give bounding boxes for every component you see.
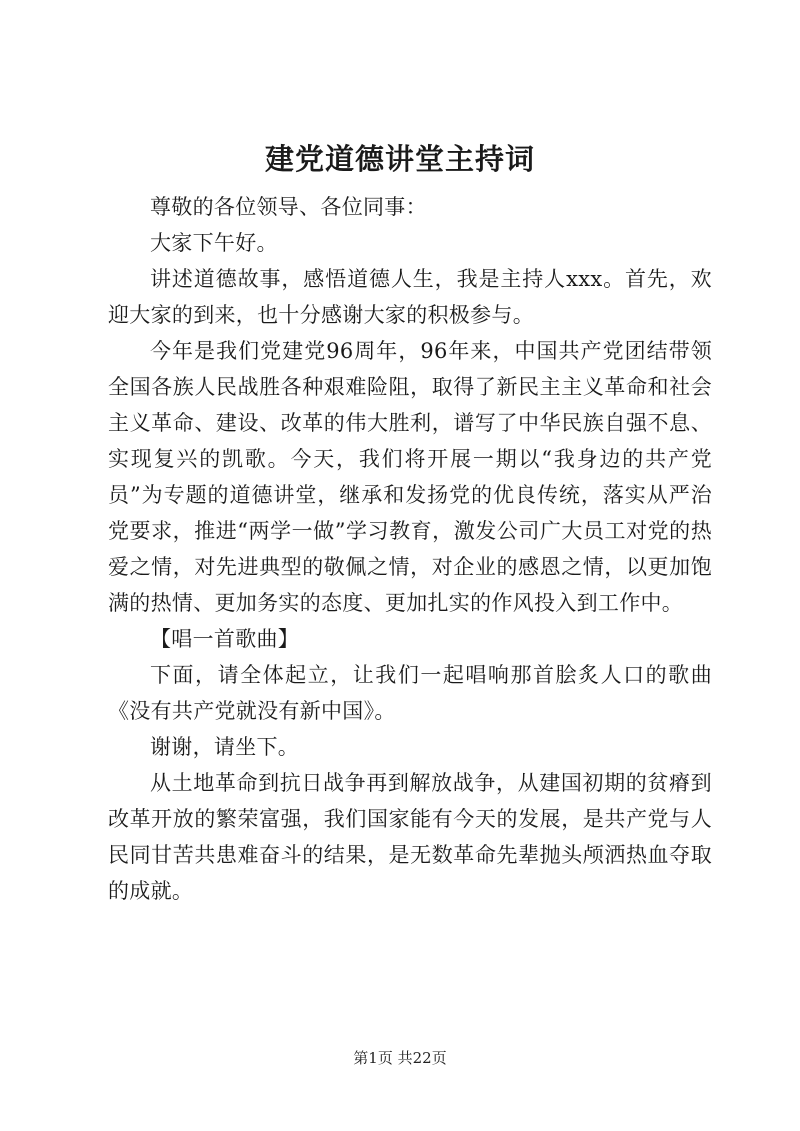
section-heading-song: 【唱一首歌曲】 <box>150 627 300 651</box>
paragraph-greeting: 大家下午好。 <box>150 231 278 255</box>
paragraph-sing-song: 下面，请全体起立，让我们一起唱响那首脍炙人口的歌曲《没有共产党就没有新中国》。 <box>108 663 712 723</box>
paragraph-thanks: 谢谢，请坐下。 <box>150 735 300 759</box>
paragraph-history: 从土地革命到抗日战争再到解放战争，从建国初期的贫瘠到改革开放的繁荣富强，我们国家能有今天的发展，是共产党与人民同甘苦共患难奋斗的结果，是无数革命先辈抛头颅洒热血夺取的成就。 <box>108 771 712 903</box>
document-body <box>108 189 712 909</box>
document-title: 建党道德讲堂主持词 <box>264 142 535 176</box>
paragraph-salutation: 尊敬的各位领导、各位同事： <box>150 195 427 219</box>
paragraph-anniversary: 今年是我们党建党96周年，96年来，中国共产党团结带领全国各族人民战胜各种艰难险阻，取得了新民主主义革命和社会主义革命、建设、改革的伟大胜利，谱写了中华民族自强不息、实现复兴的凯歌。今天，我们将开展一期以“我身边的共产党员”为专题的道德讲堂，继承和发扬党的优良传统，落实从严治党要求，推进“两学一做”学习教育，激发公司广大员工对党的热爱之情，对先进典型的敬佩之情，对企业的感恩之情，以更加饱满的热情、更加务实的态度、更加扎实的作风投入到工作中。 <box>108 339 712 615</box>
paragraph-introduction: 讲述道德故事，感悟道德人生，我是主持人xxx。首先，欢迎大家的到来，也十分感谢大家的积极参与。 <box>108 267 712 327</box>
page-number-footer: 第1页 共22页 <box>353 1049 447 1067</box>
